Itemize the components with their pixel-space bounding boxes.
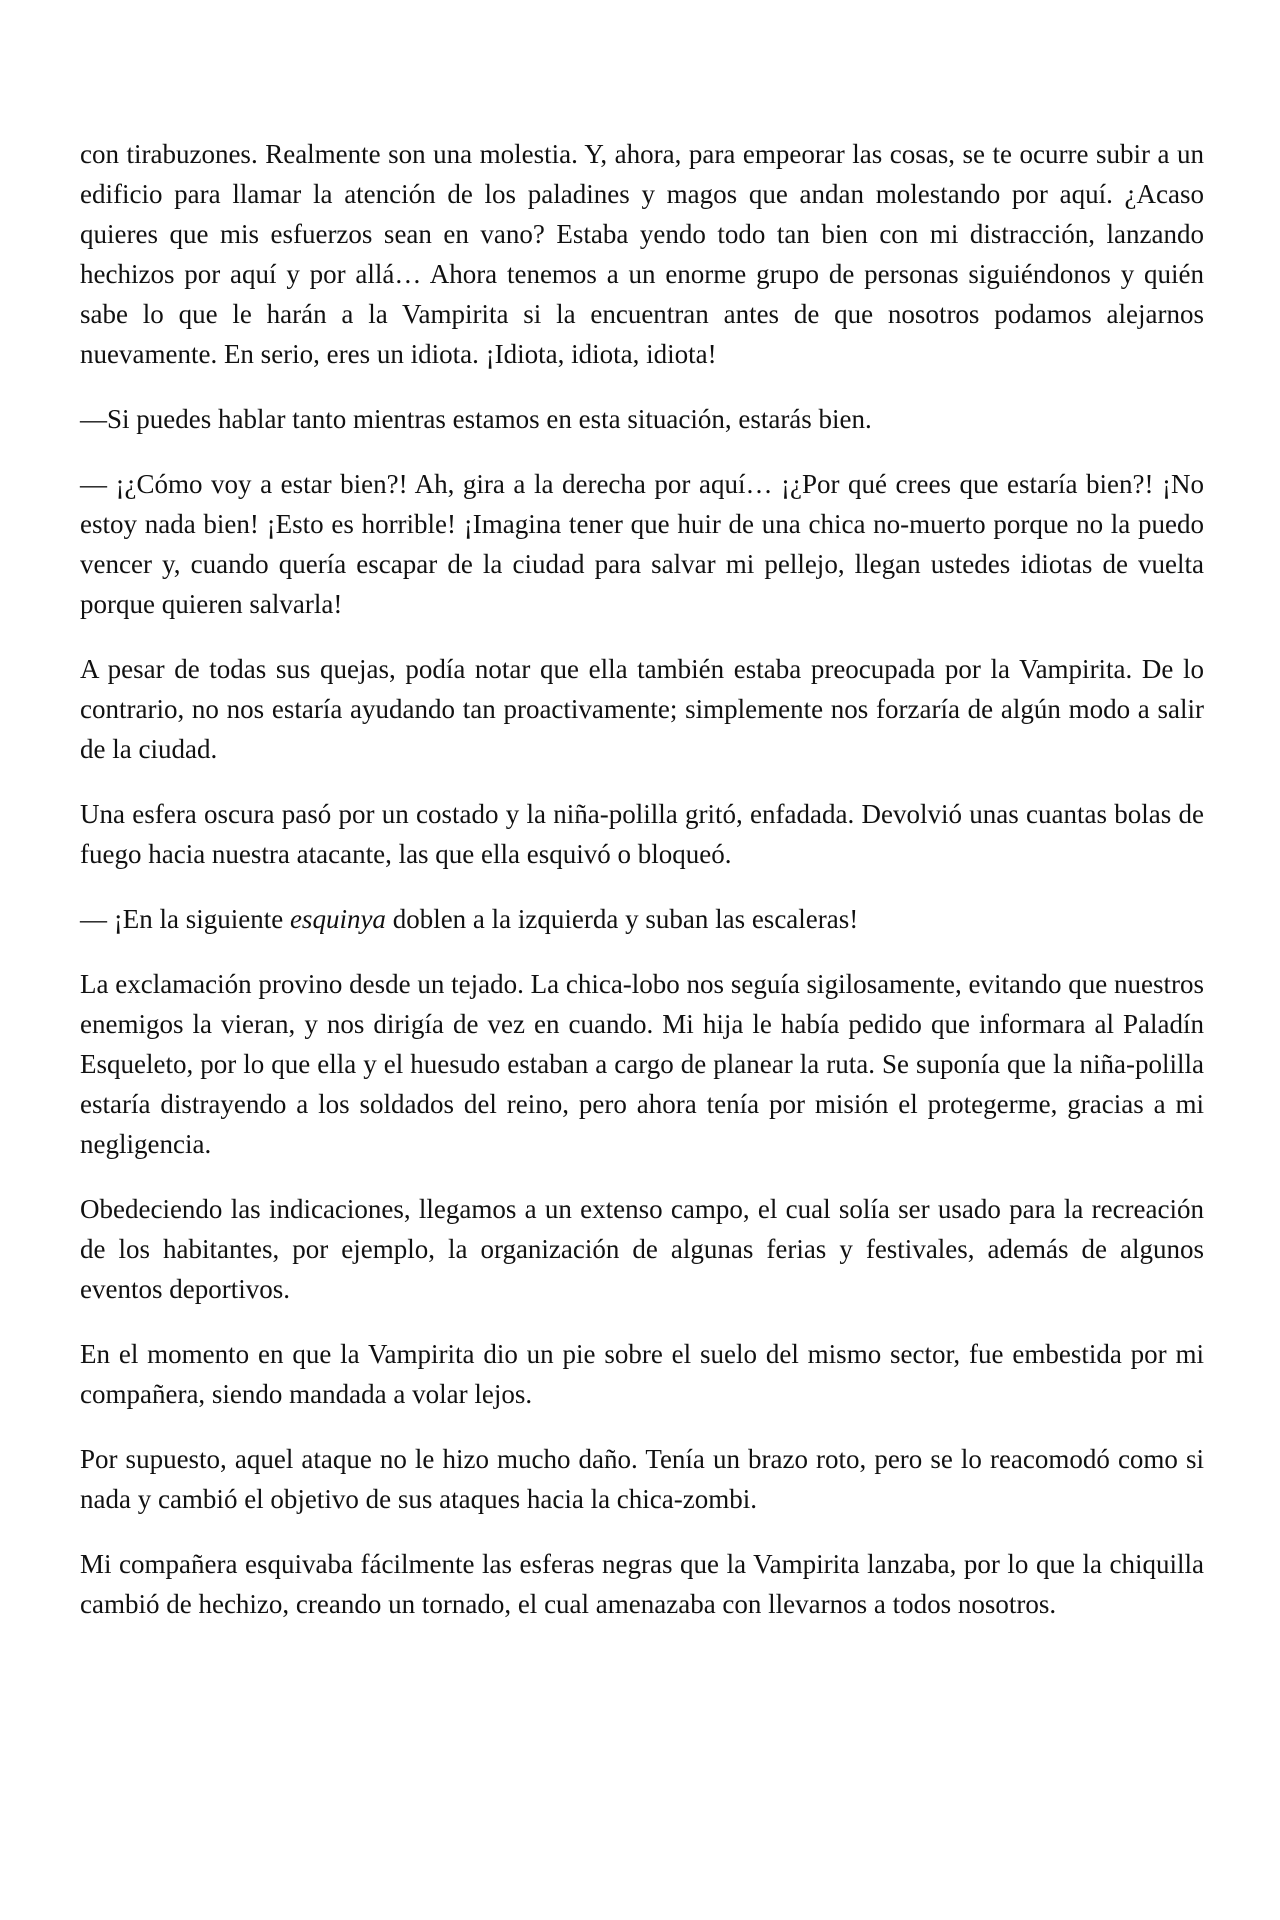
document-page [80,134,1204,1649]
paragraph: Obedeciendo las indicaciones, llegamos a un extenso campo, el cual solía ser usado para la recreación de los habitantes, por ejemplo, la organización de algunas ferias y festivales, además de algunos eventos deportivos. [80,1194,1204,1304]
paragraph: En el momento en que la Vampirita dio un pie sobre el suelo del mismo sector, fue embestida por mi compañera, siendo mandada a volar lejos. [80,1339,1204,1409]
paragraph: Una esfera oscura pasó por un costado y la niña-polilla gritó, enfadada. Devolvió unas cuantas bolas de fuego hacia nuestra atacante, las que ella esquivó o bloqueó. [80,799,1204,869]
paragraph [80,899,1204,939]
paragraph: —Si puedes hablar tanto mientras estamos en esta situación, estarás bien. [80,404,872,434]
paragraph-text: — ¡En la siguiente [80,904,290,934]
italic-word: esquinya [289,904,386,934]
paragraph: Mi compañera esquivaba fácilmente las esferas negras que la Vampirita lanzaba, por lo que la chiquilla cambió de hechizo, creando un tornado, el cual amenazaba con llevarnos a todos nosotros. [80,1549,1204,1619]
paragraph: A pesar de todas sus quejas, podía notar que ella también estaba preocupada por la Vampirita. De lo contrario, no nos estaría ayudando tan proactivamente; simplemente nos forzaría de algún modo a salir de la ciudad. [80,654,1204,764]
paragraph-text: doblen a la izquierda y suban las escaleras! [385,904,859,934]
paragraph: con tirabuzones. Realmente son una molestia. Y, ahora, para empeorar las cosas, se te ocurre subir a un edificio para llamar la atención de los paladines y magos que andan molestando por aquí. ¿Acaso quieres que mis esfuerzos sean en vano? Estaba yendo todo tan bien con mi distracción, lanzando hechizos por aquí y por allá… Ahora tenemos a un enorme grupo de personas siguiéndonos y quién sabe lo que le harán a la Vampirita si la encuentran antes de que nosotros podamos alejarnos nuevamente. En serio, eres un idiota. ¡Idiota, idiota, idiota! [80,139,1204,369]
paragraph: La exclamación provino desde un tejado. La chica-lobo nos seguía sigilosamente, evitando que nuestros enemigos la vieran, y nos dirigía de vez en cuando. Mi hija le había pedido que informara al Paladín Esqueleto, por lo que ella y el huesudo estaban a cargo de planear la ruta. Se suponía que la niña-polilla estaría distrayendo a los soldados del reino, pero ahora tenía por misión el protegerme, gracias a mi negligencia. [80,969,1204,1159]
paragraph: Por supuesto, aquel ataque no le hizo mucho daño. Tenía un brazo roto, pero se lo reacomodó como si nada y cambió el objetivo de sus ataques hacia la chica-zombi. [80,1444,1204,1514]
paragraph: — ¡¿Cómo voy a estar bien?! Ah, gira a la derecha por aquí… ¡¿Por qué crees que estaría bien?! ¡No estoy nada bien! ¡Esto es horrible! ¡Imagina tener que huir de una chica no-muerto porque no la puedo vencer y, cuando quería escapar de la ciudad para salvar mi pellejo, llegan ustedes idiotas de vuelta porque quieren salvarla! [80,469,1204,619]
